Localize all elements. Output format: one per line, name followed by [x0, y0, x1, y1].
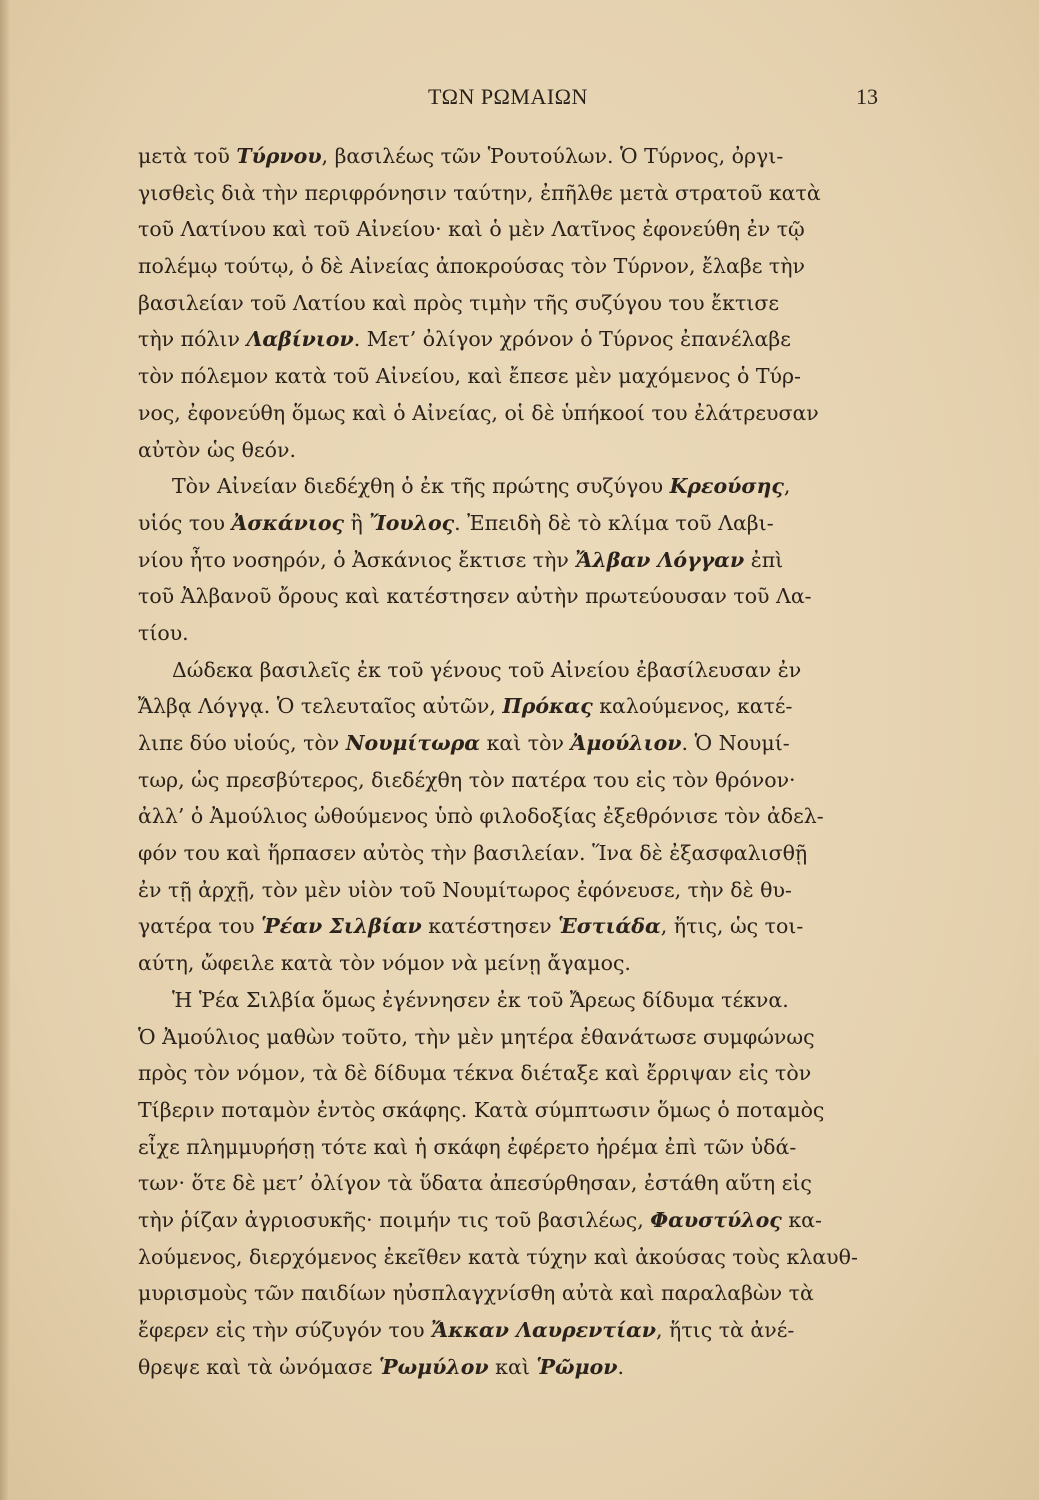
text-run: Ὁ Ἀμούλιος μαθὼν τοῦτο, τὴν μὲν μητέρα ἐθανάτωσε συμφώνως: [138, 1024, 815, 1049]
text-line: [138, 615, 878, 652]
text-line: [138, 908, 878, 945]
text-line: [138, 211, 878, 248]
body-text: [138, 138, 878, 1385]
text-run: πολέμῳ τούτῳ, ὁ δὲ Αἰνείας ἀποκρούσας τὸν Τύρνον, ἔλαβε τὴν: [138, 254, 805, 279]
text-line: [138, 578, 878, 615]
text-run: Τὸν Αἰνείαν διεδέχθη ὁ ἐκ τῆς πρώτης συζύγου: [172, 474, 670, 499]
text-run: , ἥτις, ὡς τοι-: [660, 914, 804, 939]
text-run: τωρ, ὡς πρεσβύτερος, διεδέχθη τὸν πατέρα του εἰς τὸν θρόνον·: [138, 767, 796, 792]
text-line: [138, 798, 878, 835]
italic-name: Ἴουλος: [369, 510, 455, 535]
text-run: Τίβεριν ποταμὸν ἐντὸς σκάφης. Κατὰ σύμπτωσιν ὅμως ὁ ποταμὸς: [138, 1097, 825, 1122]
italic-name: Ἄκκαν Λαυρεντίαν: [431, 1318, 657, 1342]
text-line: [138, 1202, 878, 1239]
text-run: τὸν πόλεμον κατὰ τοῦ Αἰνείου, καὶ ἔπεσε μὲν μαχόμενος ὁ Τύρ-: [138, 364, 801, 389]
text-line: [138, 395, 878, 432]
text-line: [138, 321, 878, 358]
text-run: θρεψε καὶ τὰ ὠνόμασε: [138, 1354, 379, 1379]
text-line: [138, 248, 878, 285]
text-line: [138, 945, 878, 982]
text-line: [138, 468, 878, 505]
text-run: ἐπὶ: [744, 547, 784, 572]
text-run: ,: [783, 474, 791, 499]
text-run: λιπε δύο υἱούς, τὸν: [138, 731, 346, 755]
text-line: [138, 762, 878, 799]
text-run: ἀλλ’ ὁ Ἀμούλιος ὠθούμενος ὑπὸ φιλοδοξίας ἐξεθρόνισε τὸν ἀδελ-: [138, 804, 824, 829]
text-line: [138, 1019, 878, 1056]
text-line: [138, 1092, 878, 1129]
text-run: πρὸς τὸν νόμον, τὰ δὲ δίδυμα τέκνα διέταξε καὶ ἔρριψαν εἰς τὸν: [138, 1061, 812, 1086]
text-line: [138, 285, 878, 322]
italic-name: Ῥῶμον: [536, 1354, 618, 1379]
text-run: κα-: [781, 1207, 822, 1232]
text-line: [138, 835, 878, 872]
text-run: Ἡ Ῥέα Σιλβία ὅμως ἐγέννησεν ἐκ τοῦ Ἄρεως δίδυμα τέκνα.: [172, 987, 789, 1012]
text-line: [138, 725, 878, 762]
text-line: [138, 138, 878, 175]
text-run: καὶ τὸν: [480, 731, 571, 755]
text-run: . Μετ’ ὀλίγον χρόνον ὁ Τύρνος ἐπανέλαβε: [353, 327, 791, 352]
running-title: ΤΩΝ ΡΩΜΑΙΩΝ: [428, 84, 588, 109]
text-line: [138, 688, 878, 725]
text-line: [138, 872, 878, 909]
italic-name: Νουμίτωρα: [345, 731, 481, 755]
text-line: [138, 1055, 878, 1092]
italic-name: Ῥωμύλον: [378, 1354, 489, 1379]
page-number: 13: [856, 84, 878, 109]
text-run: ἐν τῇ ἀρχῇ, τὸν μὲν υἱὸν τοῦ Νουμίτωρος ἐφόνευσε, τὴν δὲ θυ-: [138, 877, 792, 902]
text-run: , βασιλέως τῶν Ῥουτούλων. Ὁ Τύρνος, ὀργι-: [321, 144, 784, 168]
italic-name: Ἄλβαν Λόγγαν: [575, 547, 745, 572]
text-run: ἔφερεν εἰς τὴν σύζυγόν του: [138, 1318, 432, 1342]
text-run: γατέρα του: [138, 914, 262, 939]
text-run: . Ὁ Νουμί-: [681, 731, 790, 755]
text-run: τὴν ῥίζαν ἀγριοσυκῆς· ποιμήν τις τοῦ βασιλέως,: [138, 1207, 651, 1232]
italic-name: Λαβίνιον: [246, 327, 354, 352]
text-run: νίου ἦτο νοσηρόν, ὁ Ἀσκάνιος ἔκτισε τὴν: [138, 547, 576, 572]
text-run: υἱός του: [138, 510, 232, 535]
text-run: Δώδεκα βασιλεῖς ἐκ τοῦ γένους τοῦ Αἰνείου ἐβασίλευσαν ἐν: [172, 657, 802, 682]
italic-name: Ἀμούλιον: [570, 731, 682, 755]
text-line: [138, 358, 878, 395]
text-line: [138, 1129, 878, 1166]
text-line: [138, 505, 878, 542]
text-run: καὶ: [488, 1354, 537, 1379]
text-run: τὴν πόλιν: [138, 327, 247, 352]
text-run: γισθεὶς διὰ τὴν περιφρόνησιν ταύτην, ἐπῆλθε μετὰ στρατοῦ κατὰ: [138, 180, 821, 205]
text-run: μετὰ τοῦ: [138, 144, 237, 168]
text-run: τοῦ Ἀλβανοῦ ὄρους καὶ κατέστησεν αὐτὴν πρωτεύουσαν τοῦ Λα-: [138, 584, 812, 609]
text-run: αὐτὸν ὡς θεόν.: [138, 437, 296, 462]
text-run: νος, ἐφονεύθη ὅμως καὶ ὁ Αἰνείας, οἱ δὲ ὑπήκοοί του ἐλάτρευσαν: [138, 400, 819, 425]
text-run: καλούμενος, κατέ-: [592, 694, 793, 719]
italic-name: Ἀσκάνιος: [231, 510, 344, 535]
italic-name: Κρεούσης: [669, 474, 784, 499]
text-run: φόν του καὶ ἥρπασεν αὐτὸς τὴν βασιλείαν. Ἵνα δὲ ἐξασφαλισθῇ: [138, 841, 808, 866]
text-run: Ἄλβᾳ Λόγγᾳ. Ὁ τελευταῖος αὐτῶν,: [138, 694, 503, 719]
text-run: .: [617, 1354, 625, 1379]
text-run: μυρισμοὺς τῶν παιδίων ηὐσπλαγχνίσθη αὐτὰ καὶ παραλαβὼν τὰ: [138, 1281, 814, 1306]
text-line: [138, 1275, 878, 1312]
text-run: βασιλείαν τοῦ Λατίου καὶ πρὸς τιμὴν τῆς συζύγου του ἔκτισε: [138, 290, 779, 315]
text-line: [138, 982, 878, 1019]
text-line: [138, 175, 878, 212]
text-run: , ἥτις τὰ ἀνέ-: [656, 1318, 795, 1342]
page-binding-edge: [0, 0, 10, 1500]
text-run: εἶχε πλημμυρήσῃ τότε καὶ ἡ σκάφη ἐφέρετο ἠρέμα ἐπὶ τῶν ὑδά-: [138, 1134, 797, 1159]
text-line: [138, 542, 878, 579]
italic-name: Ἑστιάδα: [558, 914, 661, 939]
page-header: [138, 84, 878, 114]
italic-name: Τύρνου: [236, 144, 322, 168]
italic-name: Πρόκας: [502, 694, 593, 719]
italic-name: Ῥέαν Σιλβίαν: [261, 914, 422, 939]
text-run: των· ὅτε δὲ μετ’ ὀλίγον τὰ ὕδατα ἀπεσύρθησαν, ἐστάθη αὕτη εἰς: [138, 1171, 812, 1196]
text-line: [138, 1239, 878, 1276]
italic-name: Φαυστύλος: [650, 1207, 782, 1232]
text-run: . Ἐπειδὴ δὲ τὸ κλίμα τοῦ Λαβι-: [454, 510, 774, 535]
text-line: [138, 1312, 878, 1349]
text-run: λούμενος, διερχόμενος ἐκεῖθεν κατὰ τύχην καὶ ἀκούσας τοὺς κλαυθ-: [138, 1244, 858, 1269]
text-run: τοῦ Λατίνου καὶ τοῦ Αἰνείου· καὶ ὁ μὲν Λατῖνος ἐφονεύθη ἐν τῷ: [138, 217, 805, 242]
text-line: [138, 652, 878, 689]
text-run: αύτη, ὤφειλε κατὰ τὸν νόμον νὰ μείνῃ ἄγαμος.: [138, 951, 631, 976]
text-line: [138, 1165, 878, 1202]
text-line: [138, 1349, 878, 1386]
text-line: [138, 432, 878, 469]
text-run: τίου.: [138, 620, 189, 645]
text-run: κατέστησεν: [421, 914, 559, 939]
text-run: ἢ: [343, 510, 370, 535]
